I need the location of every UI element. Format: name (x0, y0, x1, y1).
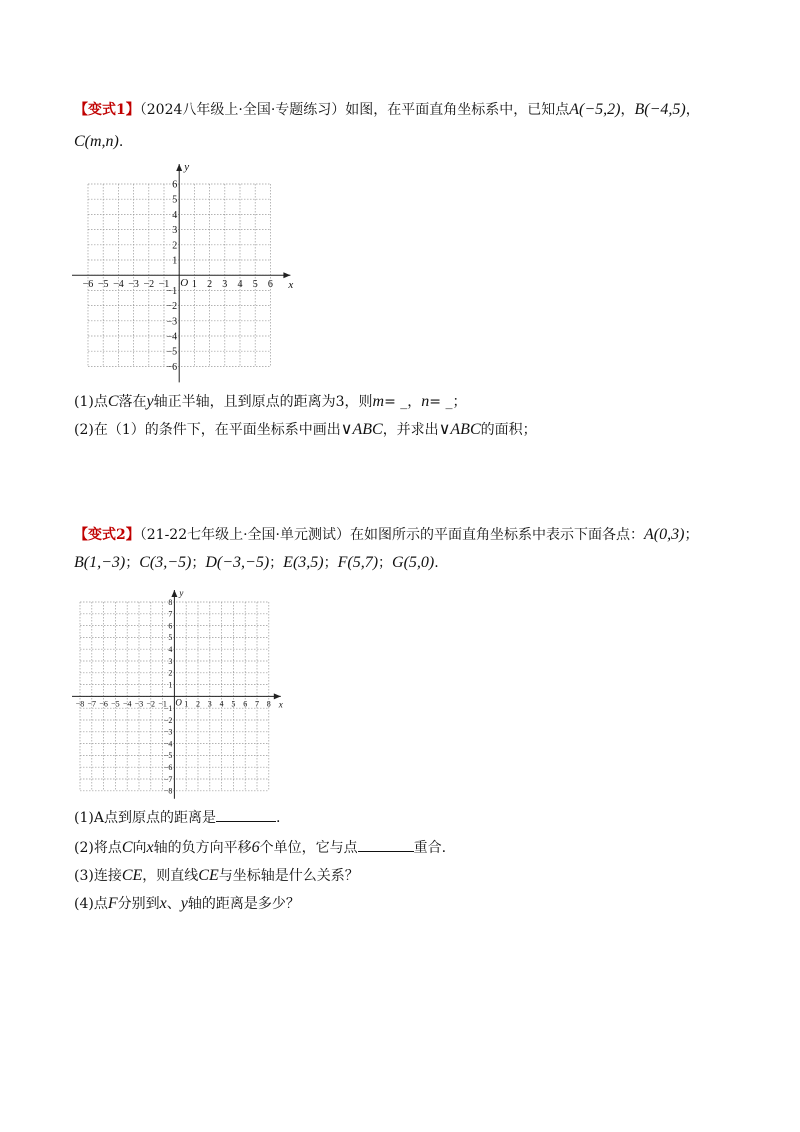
x-tick-label: −2 (143, 279, 155, 291)
x-tick-label: 1 (191, 279, 197, 291)
y-tick-label: 5 (168, 633, 173, 643)
x-tick-label: 4 (219, 699, 224, 709)
problem1-point-c: C(m,n) (74, 133, 119, 150)
x-tick-label: 2 (196, 699, 200, 709)
q4-text: 分别到 (117, 896, 160, 912)
q4-point-f: F (107, 895, 118, 912)
problem1-question1 (74, 392, 466, 412)
x-tick-label: 3 (207, 699, 212, 709)
problem2-point: B(1,−3) (74, 554, 126, 571)
y-tick-label: 6 (168, 621, 173, 631)
q2-number: 6 (251, 839, 260, 856)
x-tick-label: 7 (255, 699, 259, 709)
y-axis-label: y (184, 161, 190, 173)
x-tick-label: −8 (75, 699, 85, 709)
y-tick-label: −1 (163, 704, 173, 713)
q1-text: 点到原点的距离是 (103, 810, 216, 826)
separator: ； (269, 555, 284, 571)
problem2-point: G(5,0) (392, 554, 435, 571)
q2-text: (2)在（1）的条件下，在平面坐标系中画出 (74, 422, 341, 438)
y-tick-label: 1 (168, 680, 173, 690)
q1-prefix: (1) (74, 810, 94, 826)
x-tick-label: 8 (266, 699, 271, 709)
q2-text: 个单位，它与点 (259, 840, 358, 856)
q4-text: (4)点 (74, 896, 108, 912)
separator: ； (125, 555, 140, 571)
q4-text: 、 (166, 896, 181, 912)
q2-text: 向 (132, 840, 147, 856)
x-tick-label: 5 (231, 699, 236, 709)
problem1-statement (74, 100, 700, 120)
x-tick-label: 6 (267, 279, 273, 291)
q1-text: 轴正半轴，且到原点的距离为3，则 (153, 394, 373, 410)
problem2-point: D(−3,−5) (205, 554, 270, 571)
q3-text: 与坐标轴是什么关系？ (218, 868, 359, 884)
problem2-point-a: A(0,3) (644, 526, 685, 543)
x-tick-label: −4 (122, 699, 132, 709)
q1-y-var: y (146, 393, 154, 410)
y-tick-label: 4 (172, 209, 178, 221)
separator: ； (191, 555, 206, 571)
q2-text: (2)将点 (74, 840, 122, 856)
problem2-question2 (74, 838, 446, 858)
y-tick-label: −3 (163, 727, 173, 737)
q4-y-var: y (180, 895, 188, 912)
q2-text: 的面积； (480, 422, 537, 438)
x-tick-label: −7 (87, 699, 97, 709)
x-axis-label: x (288, 279, 294, 292)
y-tick-label: −5 (166, 346, 178, 358)
q1-n-blank: = _； (429, 394, 467, 410)
x-tick-label: −3 (134, 699, 144, 709)
y-tick-label: −5 (163, 751, 173, 761)
q3-text: ，则直线 (142, 868, 199, 884)
q2-point-c: C (121, 839, 133, 856)
y-tick-label: −6 (163, 763, 173, 772)
problem2-point: C(3,−5) (139, 554, 192, 571)
separator: ； (684, 527, 699, 543)
y-tick-label: −1 (166, 285, 178, 297)
q2-triangle-abc: ∨ABC (438, 421, 481, 438)
y-axis-label: y (179, 588, 184, 598)
period: . (275, 810, 281, 826)
q1-n-var: n (421, 393, 430, 410)
problem2-source: （21-22七年级上·全国·单元测试）在如图所示的平面直角坐标系中表示下面各点： (139, 527, 645, 543)
problem1-source: （2024八年级上·全国·专题练习）如图，在平面直角坐标系中，已知点 (139, 102, 570, 118)
q2-text: ，并求出 (382, 422, 439, 438)
y-tick-label: 1 (172, 255, 178, 267)
y-axis-arrow (171, 590, 177, 597)
x-tick-label: −5 (97, 279, 109, 291)
y-tick-label: 7 (168, 609, 173, 619)
y-tick-label: 2 (172, 240, 178, 252)
q3-line-ce: CE (198, 867, 219, 884)
x-tick-label: 1 (184, 699, 189, 709)
problem1-question2 (74, 420, 537, 440)
q1-text: 落在 (118, 394, 147, 410)
problem2-question3 (74, 866, 359, 886)
separator: ， (620, 102, 635, 118)
y-tick-label: 3 (168, 656, 173, 666)
x-tick-label: 5 (252, 279, 258, 291)
y-tick-label: −4 (163, 739, 173, 749)
y-tick-label: 4 (168, 645, 173, 654)
problem1-tag: 【变式1】 (74, 102, 140, 118)
problem1-point-a: A(−5,2) (569, 101, 621, 118)
x-tick-label: −4 (113, 279, 124, 291)
y-tick-label: 2 (168, 668, 173, 678)
problem2-point: F(5,7) (337, 554, 379, 571)
q4-x-var: x (159, 895, 167, 912)
origin-label: O (180, 277, 189, 290)
origin-label: O (175, 697, 182, 708)
q1-prefix: (1)点 (74, 394, 108, 410)
problem2-statement (74, 525, 698, 545)
y-tick-label: −4 (166, 331, 178, 343)
y-axis-arrow (176, 164, 182, 171)
problem2-tag: 【变式2】 (74, 527, 140, 543)
x-tick-label: −5 (111, 699, 120, 709)
x-tick-label: 3 (222, 279, 228, 291)
problem2-question4 (74, 894, 300, 914)
x-axis-arrow (283, 272, 290, 278)
y-tick-label: −2 (166, 301, 178, 313)
x-tick-label: −6 (99, 699, 108, 709)
problem1-statement-line2 (74, 132, 123, 152)
q1-point-c: C (107, 393, 119, 410)
q2-triangle-abc: ∨ABC (340, 421, 383, 438)
separator: ， (685, 102, 700, 118)
x-tick-label: −1 (158, 699, 167, 709)
problem1-coordinate-grid (64, 161, 294, 380)
separator: ； (378, 555, 393, 571)
q1-answer-blank[interactable] (216, 809, 276, 822)
y-tick-label: −6 (166, 361, 178, 373)
q1-m-blank: = _， (384, 394, 422, 410)
x-tick-label: −6 (82, 279, 94, 291)
q2-text: 重合. (413, 840, 447, 856)
separator: ； (323, 555, 338, 571)
problem2-coordinate-grid (66, 586, 292, 798)
separator: . (434, 555, 439, 571)
problem2-points-line (74, 553, 439, 573)
problem1-point-b: B(−4,5) (634, 101, 686, 118)
q2-answer-blank[interactable] (358, 839, 414, 852)
q1-point-a: A (93, 810, 104, 826)
x-tick-label: 4 (237, 279, 243, 291)
x-axis-label: x (278, 699, 283, 710)
y-tick-label: 3 (172, 225, 178, 237)
y-tick-label: 5 (172, 194, 178, 206)
q2-x-var: x (146, 839, 154, 856)
period: . (118, 134, 124, 150)
y-tick-label: −2 (163, 715, 173, 725)
q4-text: 轴的距离是多少？ (187, 896, 300, 912)
q2-text: 轴的负方向平移 (153, 840, 252, 856)
q3-line-ce: CE (121, 867, 143, 884)
x-tick-label: −1 (158, 279, 170, 291)
y-tick-label: −7 (163, 774, 173, 784)
q3-text: (3)连接 (74, 868, 122, 884)
y-tick-label: −8 (163, 786, 173, 796)
problem2-point: E(3,5) (283, 554, 324, 571)
x-tick-label: 6 (243, 699, 248, 709)
y-tick-label: 8 (168, 597, 173, 607)
y-tick-label: −3 (166, 316, 178, 328)
x-tick-label: −3 (128, 279, 139, 291)
x-tick-label: −2 (146, 699, 156, 709)
problem2-question1 (74, 808, 280, 828)
y-tick-label: 6 (172, 179, 178, 191)
q1-m-var: m (372, 393, 385, 410)
x-tick-label: 2 (207, 279, 213, 291)
